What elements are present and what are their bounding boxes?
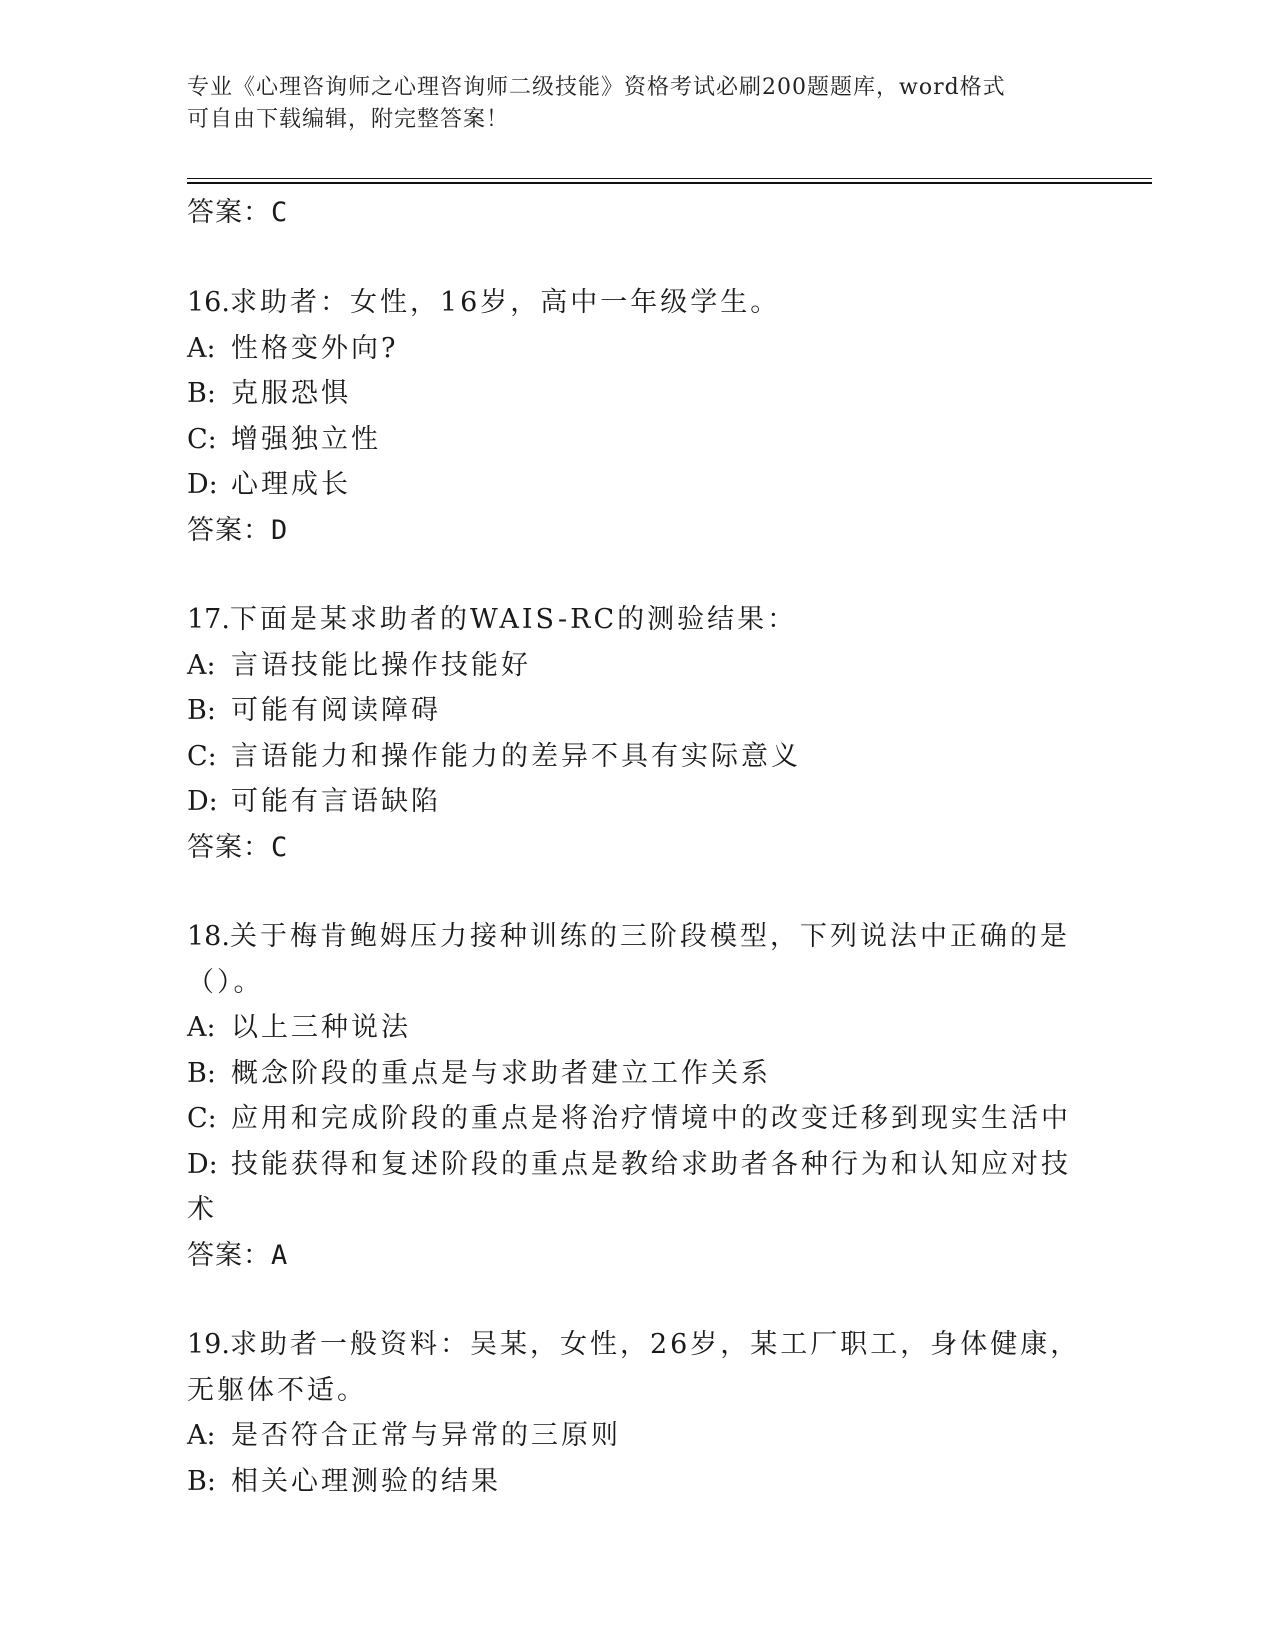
option-c xyxy=(187,734,1087,780)
answer-label: 答案： xyxy=(187,197,271,228)
answer-label: 答案： xyxy=(187,514,271,546)
option-text: 是否符合正常与异常的三原则 xyxy=(231,1420,621,1451)
question-list xyxy=(187,190,1087,1504)
option-text: 言语技能比操作技能好 xyxy=(231,649,531,681)
previous-answer xyxy=(187,190,1087,236)
answer-value: C xyxy=(271,197,289,228)
answer-label: 答案： xyxy=(187,1239,271,1271)
answer-label: 答案： xyxy=(187,831,271,863)
option-letter: A: xyxy=(187,649,216,681)
answer-value: C xyxy=(271,831,289,863)
option-a xyxy=(187,1005,1087,1051)
option-d xyxy=(187,462,1087,508)
option-c xyxy=(187,1096,1087,1142)
option-text: 技能获得和复述阶段的重点是教给求助者各种行为和认知应对技术 xyxy=(187,1148,1071,1225)
option-letter: C: xyxy=(187,740,217,772)
question-17 xyxy=(187,597,1087,870)
header-line-1: 专业《心理咨询师之心理咨询师二级技能》资格考试必刷200题题库，word格式 xyxy=(187,75,1006,100)
option-d xyxy=(187,779,1087,825)
option-letter: A: xyxy=(187,332,216,364)
question-text: 关于梅肯鲍姆压力接种训练的三阶段模型，下列说法中正确的是（）。 xyxy=(187,921,1070,998)
option-letter: B: xyxy=(187,1465,216,1497)
question-text: 下面是某求助者的WAIS-RC的测验结果： xyxy=(229,604,798,635)
option-text: 言语能力和操作能力的差异不具有实际意义 xyxy=(231,740,801,772)
option-text: 增强独立性 xyxy=(231,423,381,455)
option-text: 克服恐惧 xyxy=(231,378,351,409)
option-text: 可能有言语缺陷 xyxy=(231,786,441,817)
question-number: 19. xyxy=(187,1329,230,1360)
option-letter: A: xyxy=(187,1420,216,1451)
question-18 xyxy=(187,914,1087,1278)
question-number: 16. xyxy=(187,287,230,318)
header-rule-thin xyxy=(187,178,1152,179)
option-text: 心理成长 xyxy=(231,469,351,500)
question-stem xyxy=(187,597,1087,643)
option-a xyxy=(187,326,1087,372)
option-b xyxy=(187,688,1087,734)
question-number: 17. xyxy=(187,604,230,635)
option-letter: C: xyxy=(187,423,217,455)
question-stem xyxy=(187,280,1087,326)
option-text: 可能有阅读障碍 xyxy=(231,695,441,726)
option-text: 以上三种说法 xyxy=(231,1012,411,1043)
option-b xyxy=(187,1051,1087,1097)
option-d xyxy=(187,1142,1087,1233)
option-text: 性格变外向? xyxy=(231,332,399,364)
option-b xyxy=(187,371,1087,417)
question-stem xyxy=(187,914,1087,1005)
answer-line xyxy=(187,508,1087,554)
option-letter: B: xyxy=(187,378,216,409)
question-16 xyxy=(187,280,1087,553)
option-letter: A: xyxy=(187,1012,216,1043)
option-a xyxy=(187,643,1087,689)
option-text: 概念阶段的重点是与求助者建立工作关系 xyxy=(231,1057,771,1089)
option-text: 相关心理测验的结果 xyxy=(231,1465,501,1497)
option-letter: C: xyxy=(187,1103,217,1134)
question-text: 求助者：女性，16岁，高中一年级学生。 xyxy=(229,287,781,318)
answer-line xyxy=(187,825,1087,871)
question-stem xyxy=(187,1322,1087,1413)
question-19 xyxy=(187,1322,1087,1504)
option-a xyxy=(187,1413,1087,1459)
option-letter: B: xyxy=(187,1057,216,1089)
option-b xyxy=(187,1459,1087,1505)
question-number: 18. xyxy=(187,921,230,952)
option-letter: D: xyxy=(187,786,218,817)
answer-line xyxy=(187,1233,1087,1279)
option-letter: D: xyxy=(187,1148,218,1180)
option-text: 应用和完成阶段的重点是将治疗情境中的改变迁移到现实生活中 xyxy=(231,1103,1071,1134)
option-letter: D: xyxy=(187,469,218,500)
header-rule-thick xyxy=(187,182,1152,184)
option-c xyxy=(187,417,1087,463)
header-line-2: 可自由下载编辑，附完整答案！ xyxy=(187,107,510,132)
option-letter: B: xyxy=(187,695,216,726)
page-header xyxy=(187,72,1087,136)
answer-value: A xyxy=(271,1239,289,1271)
question-text: 求助者一般资料：吴某，女性，26岁，某工厂职工，身体健康，无躯体不适。 xyxy=(187,1329,1081,1406)
answer-value: D xyxy=(271,514,289,546)
